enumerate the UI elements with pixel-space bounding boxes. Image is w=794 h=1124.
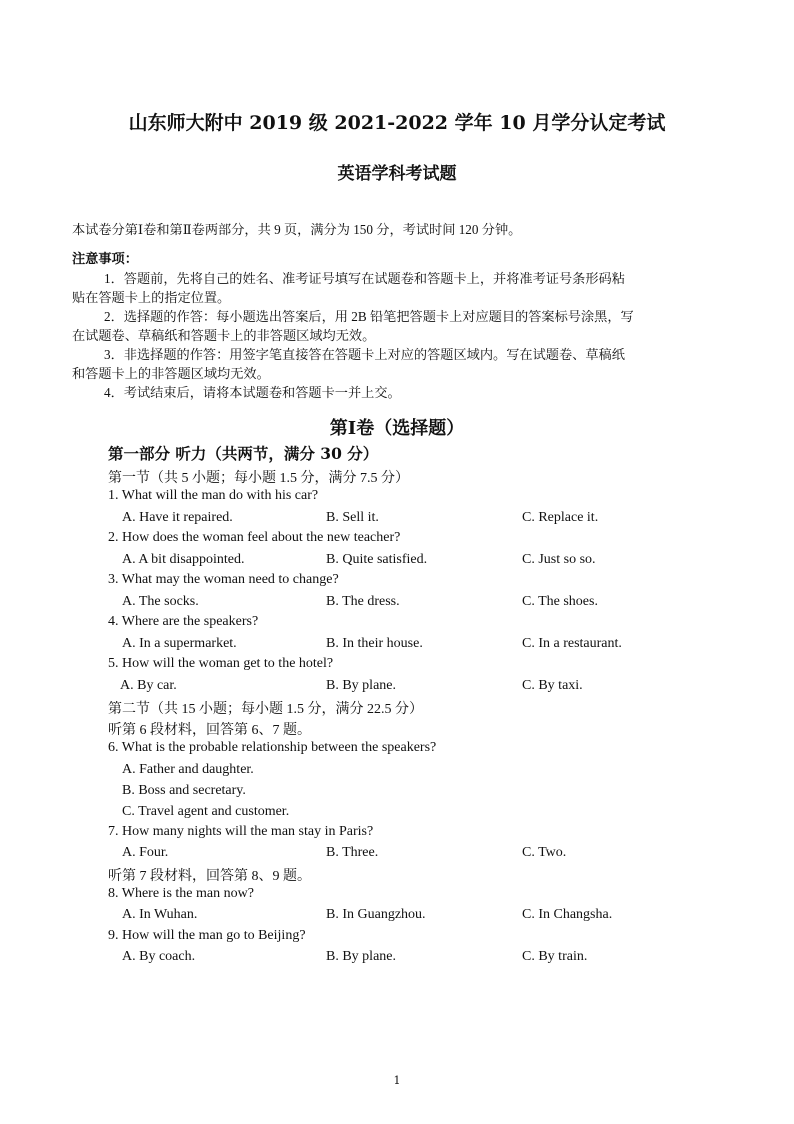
question-stem: 2. How does the woman feel about the new teacher?	[108, 530, 401, 545]
notes-heading: 注意事项：	[72, 252, 138, 267]
question-stem: 7. How many nights will the man stay in Paris?	[108, 824, 374, 839]
note-line: 2．选择题的作答：每小题选出答案后，用 2B 铅笔把答题卡上对应题目的答案标号涂黑，写	[104, 309, 634, 324]
exam-title: 山东师大附中 2019 级 2021-2022 学年 10 月学分认定考试	[128, 112, 666, 134]
option-c: C. In Changsha.	[522, 907, 613, 922]
note-line: 4．考试结束后，请将本试题卷和答题卡一并上交。	[104, 385, 401, 400]
option-c: C. Just so so.	[522, 552, 596, 567]
question-stem: 3. What may the woman need to change?	[108, 572, 339, 587]
option-c: C. The shoes.	[522, 594, 598, 609]
note-line: 贴在答题卡上的指定位置。	[72, 290, 231, 305]
option-b: B. By plane.	[326, 949, 396, 964]
option-c: C. In a restaurant.	[522, 636, 622, 651]
question-stem: 1. What will the man do with his car?	[108, 488, 319, 503]
option-c: C. By taxi.	[522, 678, 583, 693]
note-line: 1．答题前，先将自己的姓名、准考证号填写在试题卷和答题卡上，并将准考证号条形码粘	[104, 271, 625, 286]
option-b: B. In Guangzhou.	[326, 907, 426, 922]
option-a: A. Four.	[122, 845, 169, 860]
option-a: A. Father and daughter.	[122, 762, 254, 777]
section-two-title: 第二节（共 15 小题；每小题 1.5 分，满分 22.5 分）	[108, 702, 423, 717]
question-stem: 4. Where are the speakers?	[108, 614, 259, 629]
question-stem: 5. How will the woman get to the hotel?	[108, 656, 334, 671]
option-a: A. The socks.	[122, 594, 199, 609]
option-a: A. In a supermarket.	[122, 636, 237, 651]
question-stem: 8. Where is the man now?	[108, 886, 254, 901]
question-stem: 6. What is the probable relationship between the speakers?	[108, 740, 437, 755]
question-stem: 9. How will the man go to Beijing?	[108, 928, 306, 943]
option-a: A. A bit disappointed.	[122, 552, 245, 567]
part-title: 第一部分 听力（共两节，满分 30 分）	[108, 444, 379, 463]
option-c: C. Two.	[522, 845, 567, 860]
section-one-title: 第一节（共 5 小题；每小题 1.5 分，满分 7.5 分）	[108, 471, 409, 486]
option-b: B. Sell it.	[326, 510, 379, 525]
option-a: A. In Wuhan.	[122, 907, 198, 922]
option-b: B. By plane.	[326, 678, 396, 693]
option-b: B. Quite satisfied.	[326, 552, 428, 567]
material-instruction: 听第 6 段材料，回答第 6、7 题。	[108, 723, 311, 738]
note-line: 在试题卷、草稿纸和答题卡上的非答题区域均无效。	[72, 328, 376, 343]
note-line: 3．非选择题的作答：用签字笔直接答在答题卡上对应的答题区域内。写在试题卷、草稿纸	[104, 347, 625, 362]
material-instruction: 听第 7 段材料，回答第 8、9 题。	[108, 869, 311, 884]
page-number: 1	[393, 1074, 401, 1087]
option-c: C. Travel agent and customer.	[122, 804, 290, 819]
exam-subtitle: 英语学科考试题	[337, 164, 457, 184]
option-a: A. Have it repaired.	[122, 510, 233, 525]
section-title: 第Ⅰ卷（选择题）	[329, 418, 465, 439]
option-b: B. In their house.	[326, 636, 423, 651]
option-c: C. By train.	[522, 949, 588, 964]
exam-intro: 本试卷分第Ⅰ卷和第Ⅱ卷两部分，共 9 页，满分为 150 分，考试时间 120 分钟。	[72, 222, 522, 237]
option-b: B. Boss and secretary.	[122, 783, 246, 798]
option-b: B. Three.	[326, 845, 379, 860]
option-a: A. By car.	[120, 678, 177, 693]
option-a: A. By coach.	[122, 949, 196, 964]
option-c: C. Replace it.	[522, 510, 599, 525]
note-line: 和答题卡上的非答题区域均无效。	[72, 366, 270, 381]
option-b: B. The dress.	[326, 594, 400, 609]
